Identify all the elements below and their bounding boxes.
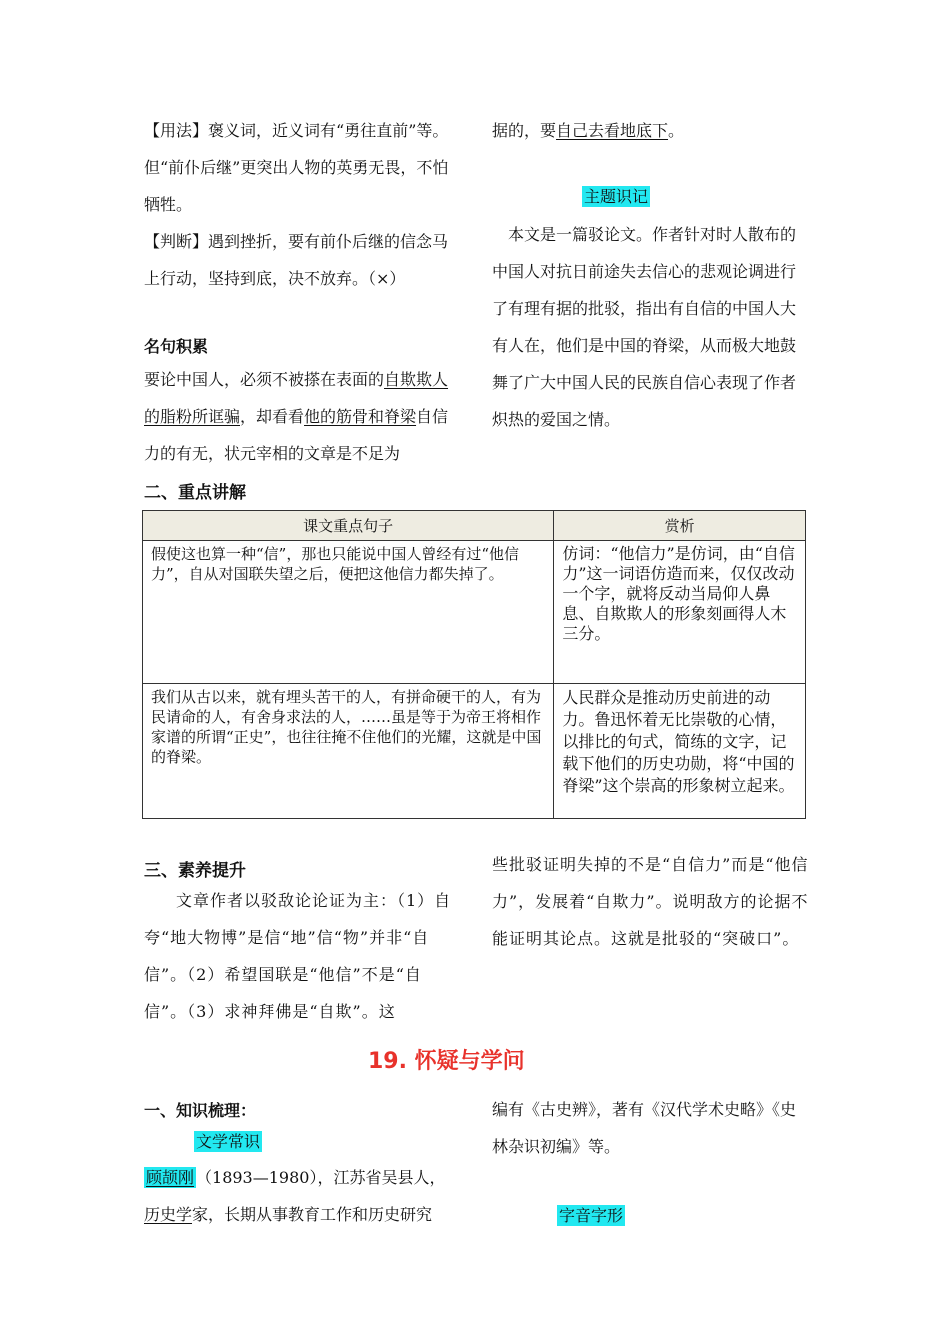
continuation-c: 。: [668, 121, 685, 140]
famous-text-c: ，却看看: [240, 407, 305, 426]
lesson-right-text: 编有《古史辨》，著有《汉代学术史略》《史林杂识初编》等。: [492, 1100, 797, 1156]
theme-label: 主题识记: [584, 187, 649, 206]
famous-text-e: 自信力的有无，状元宰相的文章是不足为: [144, 407, 449, 463]
key-sentence-table: [142, 510, 806, 819]
judge-prefix: 【判断】: [144, 232, 209, 251]
profession: 历史学: [144, 1205, 193, 1224]
famous-quote: [144, 361, 460, 472]
table-row: [143, 541, 806, 684]
table-header-analysis: 赏析: [554, 511, 806, 541]
table-header-sentence: 课文重点句子: [143, 511, 554, 541]
author-name: 顾颉刚: [146, 1168, 195, 1187]
pronunciation-label: 字音字形: [559, 1206, 624, 1225]
usage-prefix: 【用法】: [144, 121, 209, 140]
section2-title: 二、重点讲解: [144, 483, 246, 503]
analysis-cell: 仿词：“他信力”是仿词，由“自信力”这一词语仿造而来，仅仅改动一个字，就将反动当局仰人鼻息、自欺欺人的形象刻画得人木三分。: [554, 541, 806, 684]
continuation-line: [492, 112, 810, 149]
profession-rest: 家，长期从事教育工作和历史研究: [192, 1205, 433, 1224]
judge-text: 遇到挫折，要有前仆后继的信念马上行动，坚持到底，决不放弃。（×）: [144, 232, 449, 288]
famous-text-a: 要论中国人，必须不被搽在表面的: [144, 370, 385, 389]
author-rest: （1893—1980），江苏省吴县人，: [196, 1168, 446, 1187]
usage-paragraph: [144, 112, 460, 223]
left-column-top: [144, 112, 460, 297]
knowledge-subtitle: 一、知识梳理：: [144, 1101, 257, 1120]
judge-paragraph: [144, 223, 460, 297]
literature-label: 文学常识: [196, 1132, 261, 1151]
famous-text-d: 他的筋骨和脊梁: [304, 407, 417, 426]
author-paragraph: [144, 1159, 474, 1233]
theme-paragraph: 本文是一篇驳论文。作者针对时人散布的中国人对抗日前途失去信心的悲观论调进行了有理有据的批驳，指出有自信的中国人大有人在，他们是中国的脊梁，从而极大地鼓舞了广大中国人民的民族自信心表现了作者炽热的爱国之情。: [492, 225, 797, 429]
section3-right: 些批驳证明失掉的不是“自信力”而是“他信力”，发展着“自欺力”。说明敌方的论据不能证明其论点。这就是批驳的“突破口”。: [492, 855, 809, 948]
analysis-cell: 人民群众是推动历史前进的动力。鲁迅怀着无比崇敬的心情，以排比的句式，简练的文字，记载下他们的历史功勋，将“中国的脊梁”这个崇高的形象树立起来。: [554, 684, 806, 819]
famous-title: 名句积累: [144, 337, 209, 356]
continuation-a: 据的，要: [492, 121, 557, 140]
table-header-row: [143, 511, 806, 541]
continuation-b: 自己去看地底下: [556, 121, 669, 140]
sentence-cell: 假使这也算一种“信”，那也只能说中国人曾经有过“他信力”，自从对国联失望之后，便把这他信力都失掉了。: [143, 541, 554, 684]
sentence-cell: 我们从古以来，就有埋头苦干的人，有拼命硬干的人，有为民请命的人，有舍身求法的人，……虽是等于为帝王将相作家谱的所谓“正史”，也往往掩不住他们的光耀，这就是中国的脊梁。: [143, 684, 554, 819]
lesson-title: 19. 怀疑与学问: [368, 1049, 525, 1074]
famous-text-b: 自欺欺人的脂粉所诓骗: [144, 370, 449, 426]
usage-text: 褒义词，近义词有“勇往直前”等。但“前仆后继”更突出人物的英勇无畏，不怕牺牲。: [144, 121, 449, 214]
section3-left: 文章作者以驳敌论论证为主：（1）自夸“地大物博”是信“地”信“物”并非“自信”。（2）希望国联是“他信”不是“自信”。（3）求神拜佛是“自欺”。这: [144, 891, 452, 1021]
section3-title: 三、素养提升: [144, 861, 246, 881]
table-row: [143, 684, 806, 819]
right-column-top: [492, 112, 810, 149]
